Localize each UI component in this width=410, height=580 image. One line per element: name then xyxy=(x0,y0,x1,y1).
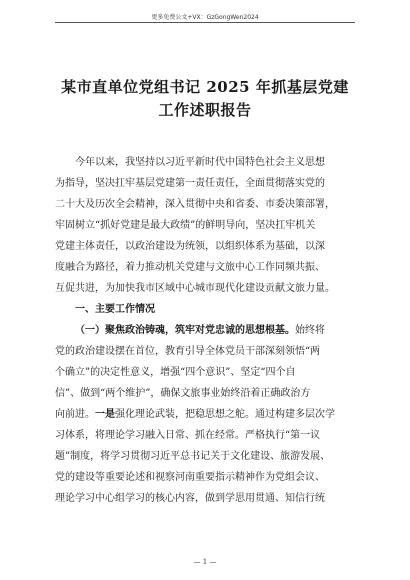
paragraph-line xyxy=(55,404,359,425)
paragraph-line: 二十大及历次全会精神，深入贯彻中央和省委、市委决策部署， xyxy=(55,199,335,210)
paragraph-line: 信”、做到“两个维护”，确保文旅事业始终沿着正确政治方 xyxy=(55,388,311,399)
page-number: — 1 — xyxy=(193,558,217,566)
paragraph-line: 党建主体责任，以政治建设为统领，以组织体系为基础，以深 xyxy=(55,241,325,252)
paragraph-line: 度融合为路径，着力推动机关党建与文旅中心工作同频共振、 xyxy=(55,262,325,273)
paragraph-line: 习体系，将理论学习融入日常、抓在经常。严格执行“第一议 xyxy=(55,430,321,441)
document-header: 更多免费公文+VX：GzGongWen2024 xyxy=(151,14,259,21)
paragraph-line: 互促共进，为加快我市区域中心城市现代化建设贡献文旅力量。 xyxy=(55,283,335,294)
paragraph-line: 今年以来，我坚持以习近平新时代中国特色社会主义思想 xyxy=(75,157,325,168)
paragraph-line: 个确立”的决定性意义，增强“四个意识”、坚定“四个自 xyxy=(55,367,296,378)
point-marker: 一是 xyxy=(95,409,115,420)
title-line-1: 某市直单位党组书记 2025 年抓基层党建 xyxy=(61,78,349,96)
paragraph-line: 为指导，坚决扛牢基层党建第一责任责任，全面贯彻落实党的 xyxy=(55,178,325,189)
header-divider xyxy=(55,22,355,23)
paragraph-line: 党的政治建设摆在首位，教育引导全体党员干部深刻领悟“两 xyxy=(55,346,321,357)
paragraph-line: 理论学习中心组学习的核心内容，做到学思用贯通、知信行统 xyxy=(55,493,325,504)
paragraph-line: 党的建设等重要论述和视察河南重要指示精神作为党组会议、 xyxy=(55,472,325,483)
subsection-heading-line xyxy=(55,320,359,341)
line-prefix: 向前进。 xyxy=(55,409,95,420)
document-body xyxy=(55,152,359,509)
subsection-heading: （一）聚焦政治铸魂，筑牢对党忠诚的思想根基。 xyxy=(75,325,295,336)
subsection-tail: 始终将 xyxy=(295,325,325,336)
paragraph-line: 牢固树立“抓好党建是最大政绩”的鲜明导向，坚决扛牢机关 xyxy=(55,220,316,231)
title-line-2: 工作述职报告 xyxy=(158,101,252,119)
section-heading: 一、主要工作情况 xyxy=(75,304,155,315)
line-suffix: 强化理论武装，把稳思想之舵。通过构建多层次学 xyxy=(115,409,335,420)
paragraph-line: 题”制度，将学习贯彻习近平总书记关于文化建设、旅游发展、 xyxy=(55,451,331,462)
document-title xyxy=(40,76,370,122)
